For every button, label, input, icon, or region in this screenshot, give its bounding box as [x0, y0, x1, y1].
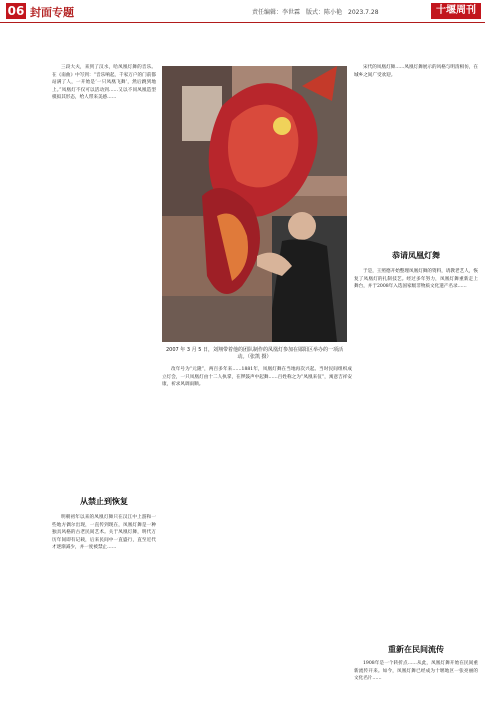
section-title: 封面专题 [30, 6, 74, 19]
photo-caption: 2007 年 3 月 5 日，刘翔带着他的团队制作的凤凰灯参加在郧阳区举办的一项活动。（张凯 摄） [165, 347, 344, 360]
editor-meta: 责任编辑：李世霖 版式：陈小艳 2023.7.28 [252, 9, 379, 16]
article-column-3-top [354, 64, 478, 244]
newspaper-brand: 十堰周刊 [431, 3, 481, 19]
photo-illustration [162, 66, 347, 342]
body-paragraph: 宋代的凤凰灯舞……凤凰灯舞展示的风格与明清相仿，在城乡之间广受欢迎。 [354, 65, 478, 78]
article-column-1-top [52, 64, 156, 328]
section-heading-2: 恭请凤凰灯舞 [392, 251, 440, 260]
body-paragraph: 三段大夫，来到了汉水，哈凤凰灯舞的音乐。在《南曲》中写到：“音乐响起，千家万户的门前都站满了人，一开始是‘一只凤凰飞舞’，然后跳到地上。”凤凰灯不仅可以活动到……又以不同凤凰造型模拟其形态，给人带来美感…… [52, 65, 156, 101]
body-paragraph: 改年号为“元隆”，两百多年来……1881年，凤凰灯舞在当地再次兴起。当时民间组织成立灯会，一只凤凰灯由十二人执掌，在锣鼓声中起舞……百姓称之为“凤凰来仪”，寓意吉祥安康，祈求风调雨顺。 [162, 367, 352, 388]
article-column-3-bottom [354, 660, 478, 700]
section-heading-3: 重新在民间流传 [388, 645, 444, 654]
body-paragraph: 于是，王照德开始整理凤凰灯舞的资料，请教老艺人，恢复了凤凰灯的扎制技艺。经过多年努力，凤凰灯舞重新走上舞台，并于2008年入选国家级非物质文化遗产名录…… [354, 269, 478, 290]
article-column-2 [162, 366, 352, 696]
lantern-photo [162, 66, 347, 342]
body-paragraph: 1908年是一个转折点……从此，凤凰灯舞开始在民间重新流传开来。如今，凤凰灯舞已经成为十堰地区一张亮丽的文化名片…… [354, 661, 478, 682]
page-header [0, 0, 485, 23]
body-paragraph: 明朝初年以来的凤凰灯舞只在汉江中上游和一些地方偶尔出现，一直传到现在，凤凰灯舞是一种独具风格的古老民间艺术。关于凤凰灯舞，明代万历年间即有记载，后来民间中一直盛行，直至近代才逐渐减少，并一度被禁止…… [52, 515, 156, 551]
article-column-3-mid [354, 268, 478, 638]
section-heading-1: 从禁止到恢复 [80, 497, 128, 506]
article-column-1-bottom [52, 514, 156, 694]
page-number: 06 [7, 4, 25, 18]
